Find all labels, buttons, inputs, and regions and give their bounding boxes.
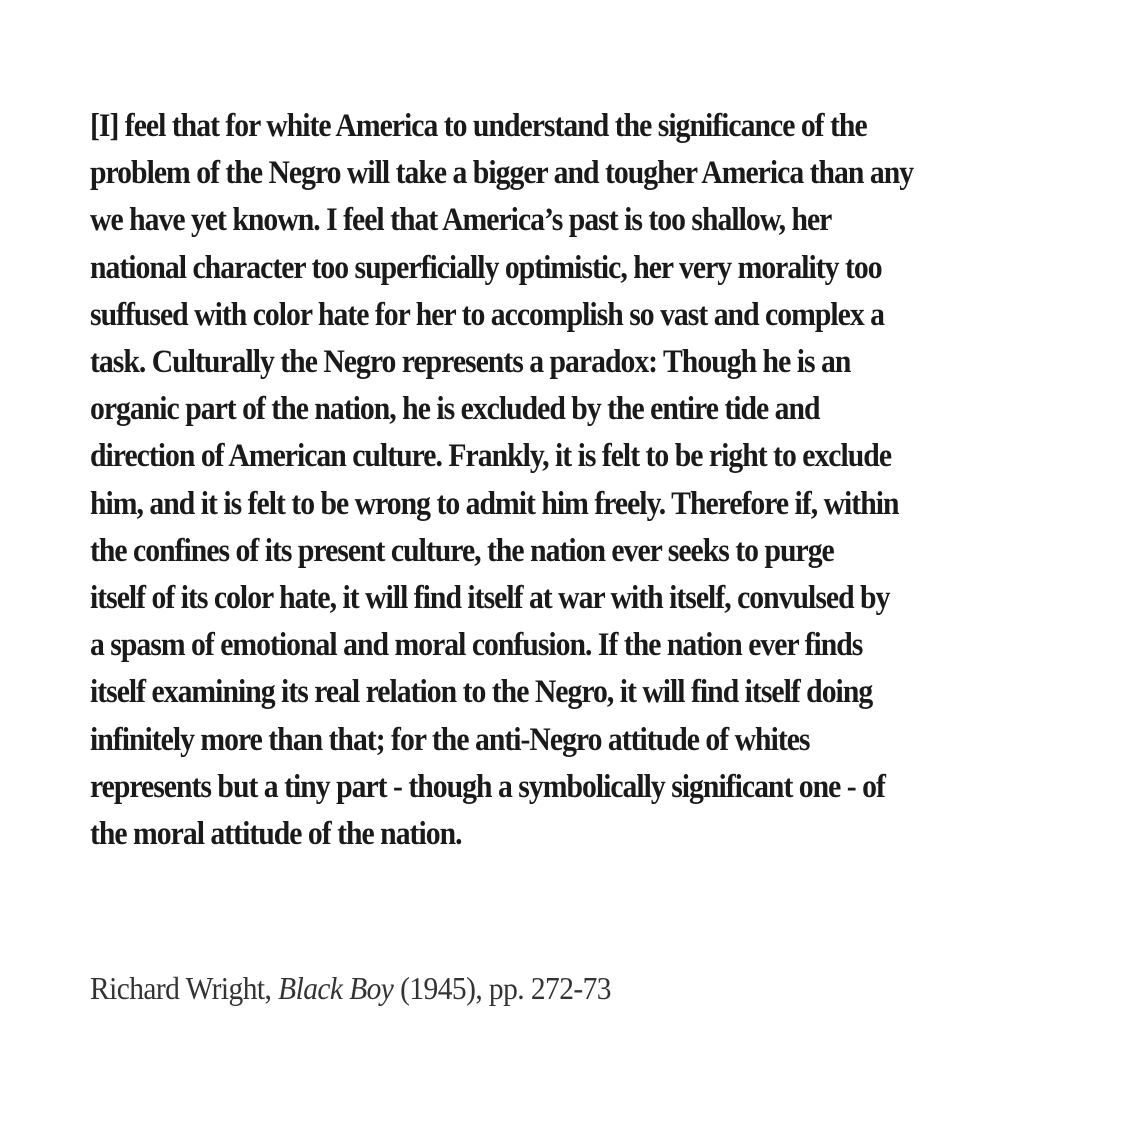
citation-author: Richard Wright, (90, 970, 272, 1006)
quote-line: problem of the Negro will take a bigger and tougher America than any (90, 155, 914, 192)
quote-line: the moral attitude of the nation. (90, 816, 462, 853)
quote-line: a spasm of emotional and moral confusion. If the nation ever finds (90, 627, 863, 664)
quote-line: task. Culturally the Negro represents a paradox: Though he is an (90, 344, 851, 381)
quote-line: represents but a tiny part - though a symbolically significant one - of (90, 768, 885, 805)
citation-details: (1945), pp. 272-73 (400, 970, 611, 1006)
quote-text (90, 103, 1090, 858)
quote-line: infinitely more than that; for the anti-Negro attitude of whites (90, 721, 810, 758)
quote-line: him, and it is felt to be wrong to admit him freely. Therefore if, within (90, 485, 899, 522)
quote-line: we have yet known. I feel that America’s past is too shallow, her (90, 202, 832, 239)
citation-book-title: Black Boy (278, 970, 394, 1006)
quote-line: itself examining its real relation to the Negro, it will find itself doing (90, 674, 873, 711)
quote-line: itself of its color hate, it will find itself at war with itself, convulsed by (90, 580, 890, 617)
citation (90, 966, 611, 1010)
quote-line: organic part of the nation, he is excluded by the entire tide and (90, 391, 820, 428)
quote-line: suffused with color hate for her to accomplish so vast and complex a (90, 296, 884, 333)
quote-line: national character too superficially optimistic, her very morality too (90, 249, 882, 286)
quote-line: direction of American culture. Frankly, it is felt to be right to exclude (90, 438, 892, 475)
quote-line: [I] feel that for white America to understand the significance of the (90, 108, 867, 144)
quote-line: the confines of its present culture, the nation ever seeks to purge (90, 532, 834, 569)
